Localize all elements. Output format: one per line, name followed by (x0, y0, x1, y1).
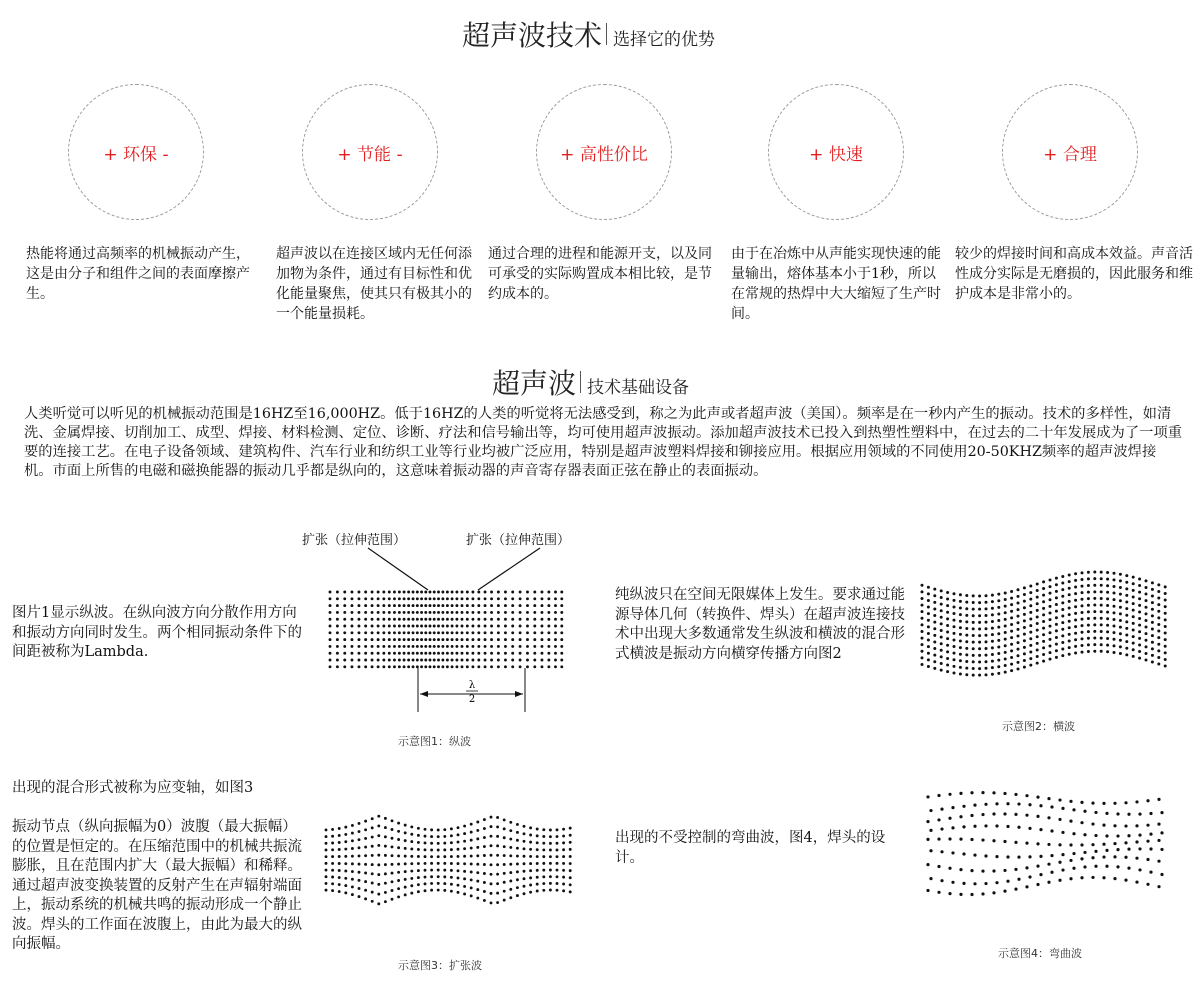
wave-dots (921, 571, 1167, 677)
section-title-basics (492, 362, 689, 402)
advantage-label: + 高性价比 (560, 144, 648, 165)
fig2-description: 纯纵波只在空间无限媒体上发生。要求通过能源导体几何（转换件、焊头）在超声波连接技术中出现大多数通常发生纵波和横波的混合形式横波是振动方向横穿传播方向图2 (615, 587, 905, 662)
fig1-description: 图片1显示纵波。在纵向波方向分散作用方向和振动方向同时发生。两个相同振动条件下的间距被称为Lambda. (12, 605, 302, 660)
fig4-caption: 示意图4：弯曲波 (998, 947, 1082, 960)
label-pointer (478, 548, 540, 590)
advantage-label: + 合理 (1043, 144, 1097, 165)
advantage-text-eco: 热能将通过高频率的机械振动产生，这是由分子和组件之间的表面摩擦产生。 (26, 246, 250, 302)
advantage-label: + 快速 (809, 144, 863, 165)
section-title-main: 超声波 (492, 367, 577, 400)
fig1-caption: 示意图1：纵波 (398, 735, 471, 748)
lambda-dimension (418, 668, 525, 712)
advantage-text-energy: 超声波以在连接区域内无任何添加物为条件，通过有目标性和优化能量聚焦，使其只有极其小的一个能量损耗。 (276, 246, 472, 322)
fig3-description-intro: 出现的混合形式被称为应变轴，如图3 (12, 780, 254, 796)
fig3-description: 振动节点（纵向振幅为0）波腹（最大振幅）的位置是恒定的。在压缩范围中的机械共振流膨胀，且在范围内扩大（最大振幅）和稀释。通过超声波变换装置的反射产生在声辐射端面上，振动系统的机械共鸣的振动形成一个静止波。焊头的工作面在波腹上，由此为最大的纵向振幅。 (12, 819, 302, 952)
advantage-text-fast: 由于在冶炼中从声能实现快速的能量输出，熔体基本小于1秒，所以在常规的热焊中大大缩短了生产时间。 (731, 246, 941, 322)
advantage-label: + 节能 - (337, 144, 403, 165)
fig3-caption: 示意图3：扩张波 (398, 959, 482, 972)
section-title-sub: 技术基础设备 (587, 378, 690, 398)
longitudinal-wave-diagram (300, 540, 590, 710)
section-title-main: 超声波技术 (462, 19, 603, 52)
fig4-description: 出现的不受控制的弯曲波，图4，焊头的设计。 (615, 830, 886, 866)
fig1-label-left: 扩张（拉伸范围） (302, 533, 407, 548)
advantage-text-value: 通过合理的进程和能源开支，以及同可承受的实际购置成本相比较，是节约成本的。 (488, 246, 712, 302)
intro-paragraph: 人类听觉可以听见的机械振动范围是16HZ至16,000HZ。低于16HZ的人类的听觉将无法感受到，称之为此声或者超声波（美国）。频率是在一秒内产生的振动。技术的多样性，如清洗、金属焊接、切削加工、成型、焊接、材料检测、定位、诊断、疗法和信号输出等，均可使用超声波振动。添加超声波技术已投入到热塑性塑料中，在过去的二十年发展成为了一项重要的连接工艺。在电子设备领域、建筑构件、汽车行业和纺织工业等行业均被广泛应用，特别是超声波塑料焊接和铆接应用。根据应用领域的不同使用20-50KHZ频率的超声波焊接机。市面上所售的电磁和磁换能器的振动几乎都是纵向的，这意味着振动器的声音寄存器表面正弦在静止的表面振动。 (24, 406, 1183, 479)
advantage-circle-eco (68, 84, 204, 220)
advantage-text-reasonable: 较少的焊接时间和高成本效益。声音活性成分实际是无磨损的，因此服务和维护成本是非常小的。 (955, 246, 1193, 302)
title-divider (606, 23, 607, 45)
transverse-wave-diagram (918, 568, 1173, 680)
wave-dots (926, 791, 1163, 896)
expansion-wave-diagram (322, 800, 582, 920)
section-title-sub: 选择它的优势 (613, 30, 716, 50)
advantage-label: + 环保 - (103, 144, 169, 165)
wave-dots (329, 591, 564, 669)
advantage-circle-fast (768, 84, 904, 220)
lambda-denominator: 2 (468, 694, 476, 705)
bending-wave-diagram (920, 770, 1175, 910)
section-title-advantages (462, 14, 715, 54)
advantage-circle-value (536, 84, 672, 220)
advantage-circle-reasonable (1002, 84, 1138, 220)
title-divider (580, 371, 581, 393)
wave-dots (325, 815, 572, 906)
label-pointer (368, 548, 428, 590)
fig1-label-right: 扩张（拉伸范围） (466, 533, 571, 548)
advantage-circle-energy (302, 84, 438, 220)
fig2-caption: 示意图2：横波 (1002, 720, 1075, 733)
lambda-symbol: λ (468, 680, 476, 691)
